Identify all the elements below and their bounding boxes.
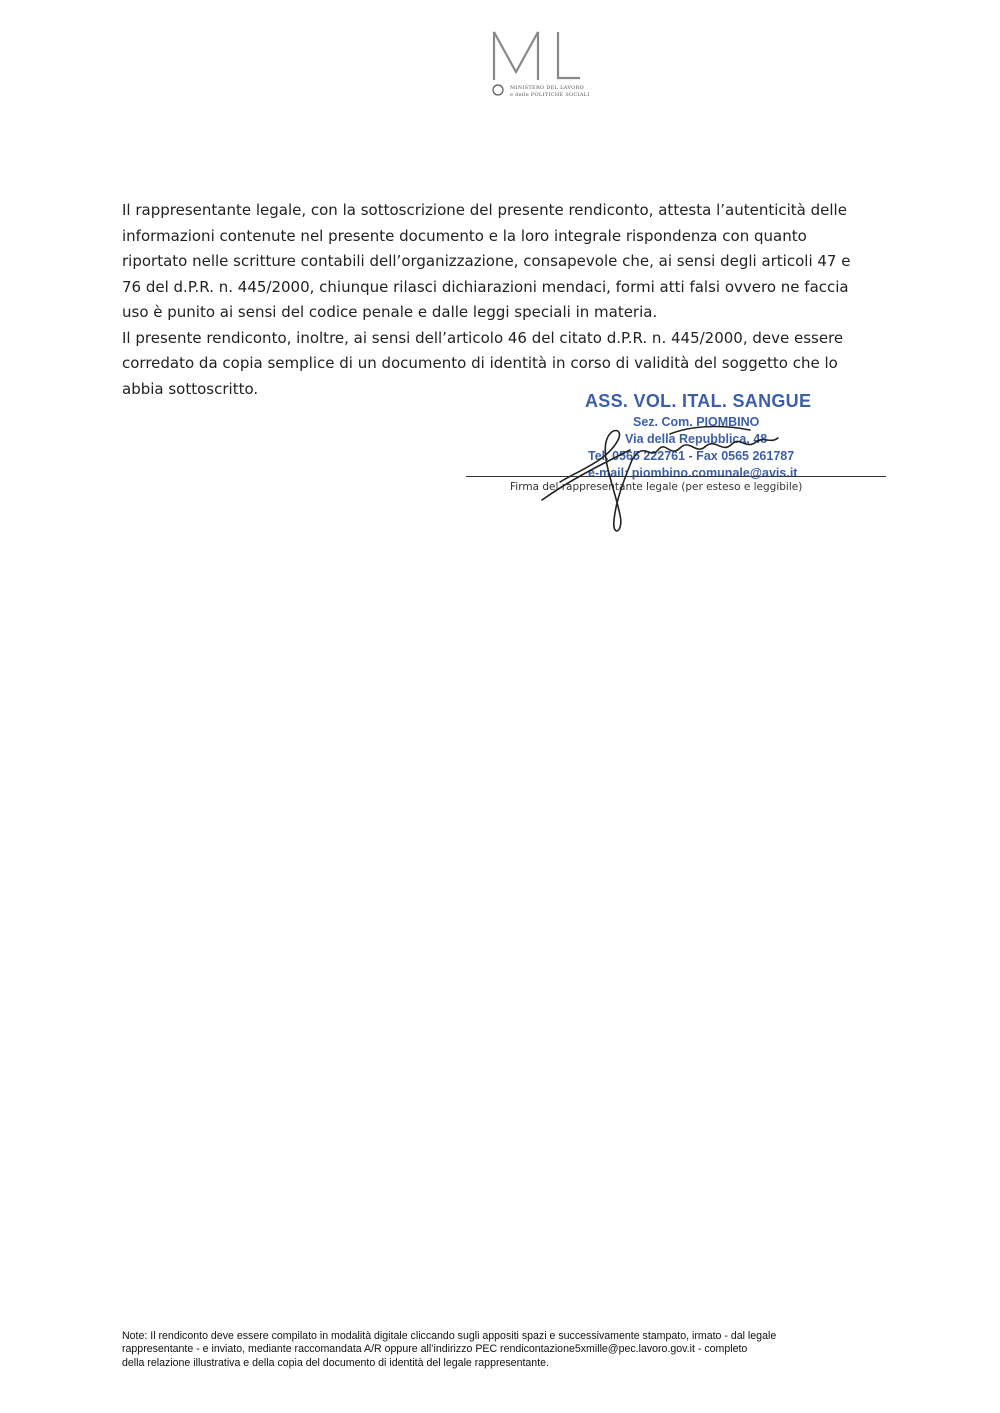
declaration-line: Il rappresentante legale, con la sottoscrizione del presente rendiconto, attesta l’autenticità delle — [122, 201, 847, 219]
declaration-line: riportato nelle scritture contabili dell’organizzazione, consapevole che, ai sensi degli articoli 47 e — [122, 252, 851, 270]
note-line: rappresentante - e inviato, mediante raccomandata A/R oppure all’indirizzo PEC rendicontazione5xmille@pec.lavoro.gov.it - completo — [122, 1343, 748, 1356]
signature-caption: Firma del rappresentante legale (per esteso e leggibile) — [510, 481, 803, 493]
logo-l-strokes — [558, 32, 580, 78]
declaration-line: uso è punito ai sensi del codice penale e dalle leggi speciali in materia. — [122, 303, 658, 321]
ministry-line-1: MINISTERO DEL LAVORO — [510, 85, 585, 91]
emblem-icon — [493, 85, 503, 95]
stamp-name: ASS. VOL. ITAL. SANGUE — [585, 391, 812, 411]
declaration-line: informazioni contenute nel presente documento e la loro integrale rispondenza con quanto — [122, 226, 807, 245]
stamp-address: Via della Repubblica, 48 — [625, 432, 768, 446]
ministry-line-2: e delle POLITICHE SOCIALI — [510, 92, 590, 98]
stamp-email: e-mail: piombino.comunale@avis.it — [588, 466, 798, 480]
declaration-line: abbia sottoscritto. — [122, 379, 259, 398]
handwritten-signature — [520, 420, 790, 540]
declaration-line: corredato da copia semplice di un documento di identità in corso di validità del soggetto che lo — [122, 354, 838, 372]
stamp-phone-fax: Tel. 0565 222761 - Fax 0565 261787 — [588, 449, 795, 463]
footer-note — [122, 1330, 948, 1370]
declaration-line: Il presente rendiconto, inoltre, ai sensi dell’articolo 46 del citato d.P.R. n. 445/2000, deve essere — [122, 328, 844, 347]
note-line: Note: Il rendiconto deve essere compilato in modalità digitale cliccando sugli appositi spazi e successivamente stampato, irmato - dal legale — [122, 1330, 777, 1342]
stamp-section: Sez. Com. PIOMBINO — [633, 415, 760, 429]
ministry-caption — [510, 85, 600, 99]
declaration-text — [122, 198, 952, 402]
declaration-line: 76 del d.P.R. n. 445/2000, chiunque rilasci dichiarazioni mendaci, formi atti falsi ovvero ne faccia — [122, 277, 849, 296]
note-line: della relazione illustrativa e della copia del documento di identità del legale rappresentante. — [122, 1356, 549, 1369]
logo-m-strokes — [494, 32, 538, 80]
